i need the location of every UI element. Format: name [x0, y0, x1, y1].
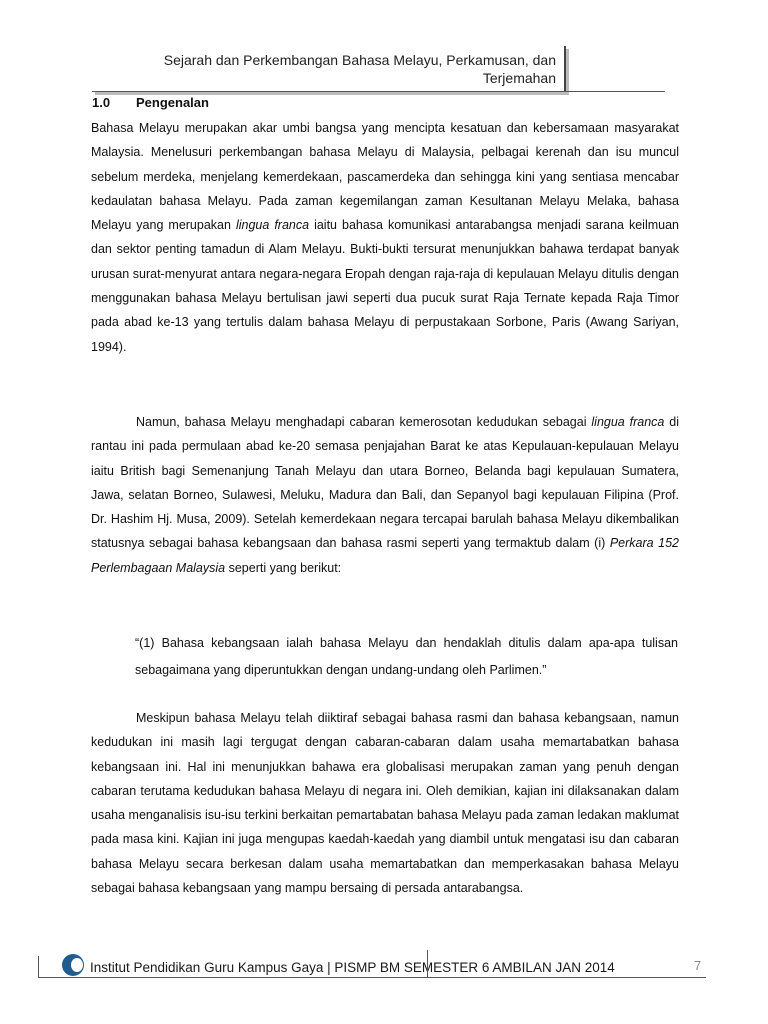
footer-rule: [38, 977, 706, 978]
paragraph-1-italic: lingua franca: [235, 218, 310, 233]
footer-text: Institut Pendidikan Guru Kampus Gaya | PISMP BM SEMESTER 6 AMBILAN JAN 2014: [90, 960, 615, 975]
section-heading: [92, 95, 209, 110]
paragraph-1: [91, 116, 679, 359]
paragraph-2-italic-a: lingua franca: [591, 415, 665, 429]
paragraph-2: [91, 410, 679, 580]
institute-logo-icon: [62, 954, 84, 976]
paragraph-2-text-a: Namun, bahasa Melayu menghadapi cabaran kemerosotan kedudukan sebagai: [136, 415, 592, 429]
page-number: 7: [694, 958, 702, 973]
footer-left-rule: [38, 956, 39, 978]
block-quote: “(1) Bahasa kebangsaan ialah bahasa Melayu dan hendaklah ditulis dalam apa-apa tulisan sebagaimana yang diperuntukkan dengan undang-undang oleh Parlimen.”: [135, 636, 678, 677]
paragraph-2-text-b: di rantau ini pada permulaan abad ke-20 semasa penjajahan Barat ke atas Kepulauan-kepulauan Melayu iaitu British bagi Semenanjung Tanah Melayu dan utara Borneo, Belanda bagi kepulauan Sumatera, Jawa, selatan Borneo, Sulawesi, Meluku, Madura dan Bali, dan Sepanyol bagi kepulauan Filipina (Prof. Dr. Hashim Hj. Musa, 2009). Setelah kemerdekaan negara tercapai barulah bahasa Melayu dikembalikan statusnya sebagai bahasa kebangsaan dan bahasa rasmi seperti yang termaktub dalam (i): [91, 415, 680, 551]
header-title: Sejarah dan Perkembangan Bahasa Melayu, Perkamusan, dan Terjemahan: [163, 52, 556, 86]
running-header: [92, 46, 566, 92]
header-divider: [92, 91, 665, 92]
paragraph-2-italic-b: Perkara 152 Perlembagaan Malaysia: [91, 536, 679, 575]
paragraph-3: Meskipun bahasa Melayu telah diiktiraf sebagai bahasa rasmi dan bahasa kebangsaan, namun kedudukan ini masih lagi tergugat dengan cabaran-cabaran dalam usaha memartabatkan bahasa kebangsaan ini. Hal ini menunjukkan bahawa era globalisasi merupakan zaman yang penuh dengan cabaran terutama kedudukan bahasa Melayu di negara ini. Oleh demikian, kajian ini dilaksanakan dalam usaha menganalisis isu-isu terkini berkaitan pemartabatan bahasa Melayu pada zaman ledakan maklumat pada masa kini. Kajian ini juga mengupas kaedah-kaedah yang diambil untuk mengatasi isu dan cabaran bahasa Melayu secara berkesan dalam usaha memartabatkan dan memperkasakan bahasa Melayu sebagai bahasa kebangsaan yang mampu bersaing di persada antarabangsa.: [91, 711, 679, 896]
footer-separator: [427, 950, 428, 978]
paragraph-2-text-c: seperti yang berikut:: [225, 560, 342, 575]
paragraph-1-text-a: Bahasa Melayu merupakan akar umbi bangsa yang mencipta kesatuan dan kebersamaan masyarakat Malaysia. Menelusuri perkembangan bahasa Melayu di Malaysia, pelbagai kerenah dan isu muncul sebelum merdeka, menjelang kemerdekaan, pascamerdeka dan sehingga kini yang sentiasa mencabar kedaulatan bahasa Melayu. Pada zaman kegemilangan zaman Kesultanan Melayu Melaka, bahasa Melayu yang merupakan: [91, 121, 679, 233]
section-number: 1.0: [92, 95, 111, 110]
section-title: Pengenalan: [136, 95, 209, 110]
paragraph-1-text-b: iaitu bahasa komunikasi antarabangsa menjadi sarana keilmuan dan sektor penting tamadun di Alam Melayu. Bukti-bukti tersurat menunjukkan bahawa terdapat banyak urusan surat-menyurat antara negara-negara Eropah dengan raja-raja di kepulauan Melayu ditulis dengan menggunakan bahasa Melayu bertulisan jawi seperti dua pucuk surat Raja Ternate kepada Raja Timor pada abad ke-13 yang tertulis dalam bahasa Melayu di perpustakaan Sorbone, Paris (Awang Sariyan, 1994).: [91, 218, 680, 354]
